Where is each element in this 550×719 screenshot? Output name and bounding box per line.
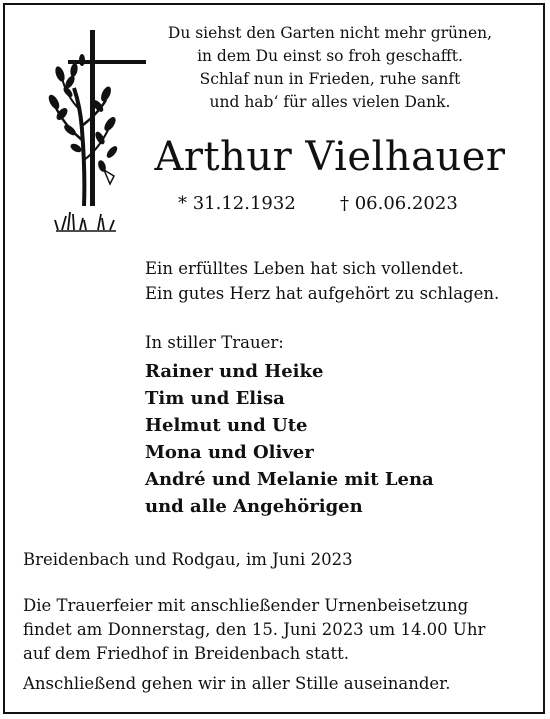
family-list — [145, 358, 434, 520]
cross-with-tree-icon — [40, 30, 152, 240]
family-member: André und Melanie mit Lena — [145, 469, 434, 490]
family-member: Mona und Oliver — [145, 442, 314, 463]
ceremony-line: findet am Donnerstag, den 15. Juni 2023 um 14.00 Uhr — [23, 620, 486, 639]
poem-line: in dem Du einst so froh geschafft. — [197, 47, 463, 65]
life-line: Ein gutes Herz hat aufgehört zu schlagen. — [145, 284, 500, 303]
closing-line: Anschließend gehen wir in aller Stille auseinander. — [23, 674, 451, 693]
place-date: Breidenbach und Rodgau, im Juni 2023 — [23, 550, 353, 569]
family-member: Helmut und Ute — [145, 415, 308, 436]
family-member: und alle Angehörigen — [145, 496, 363, 517]
poem-line: und hab‘ für alles vielen Dank. — [209, 93, 451, 111]
life-statement — [145, 256, 499, 306]
ceremony-line: Die Trauerfeier mit anschließender Urnenbeisetzung — [23, 596, 469, 615]
poem-line: Du siehst den Garten nicht mehr grünen, — [167, 24, 493, 42]
family-member: Rainer und Heike — [145, 361, 324, 382]
birth-date: * 31.12.1932 — [178, 193, 296, 214]
mourning-label: In stiller Trauer: — [145, 333, 284, 352]
poem — [160, 22, 500, 114]
ceremony-info — [23, 594, 485, 666]
life-line: Ein erfülltes Leben hat sich vollendet. — [145, 259, 464, 278]
death-date: † 06.06.2023 — [340, 193, 458, 214]
deceased-name: Arthur Vielhauer — [154, 134, 506, 180]
family-member: Tim und Elisa — [145, 388, 285, 409]
ceremony-line: auf dem Friedhof in Breidenbach statt. — [23, 644, 349, 663]
poem-line: Schlaf nun in Frieden, ruhe sanft — [199, 70, 461, 88]
